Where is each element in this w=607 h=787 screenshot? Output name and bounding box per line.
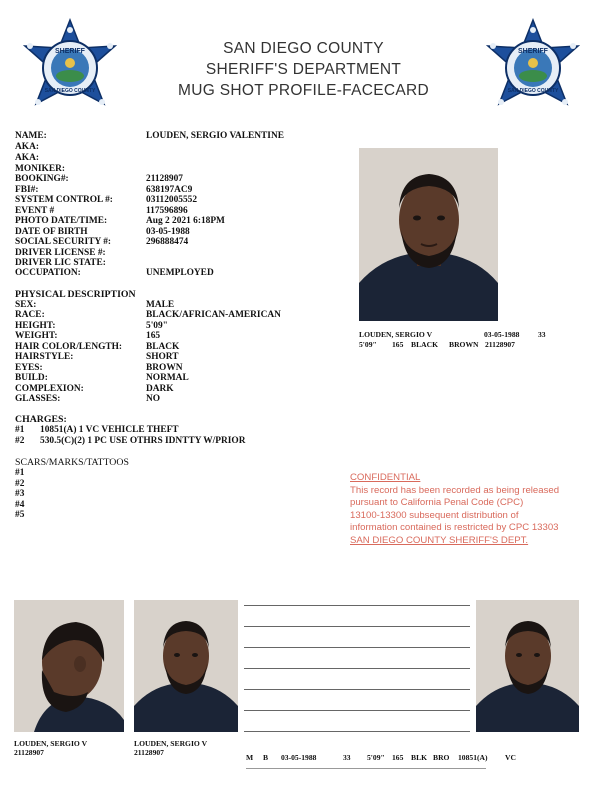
field-value-build: NORMAL (146, 373, 189, 383)
charge-text: 10851(A) 1 VC VEHICLE THEFT (40, 425, 179, 435)
field-label: SEX: (15, 300, 37, 310)
field-label: BOOKING#: (15, 174, 69, 184)
charges-heading: CHARGES: (15, 414, 67, 425)
strip-charge: 10851(A) (458, 753, 488, 762)
main-mugshot-photo (359, 148, 498, 321)
scar-item: #5 (15, 510, 25, 520)
person-front-icon (359, 148, 498, 321)
strip-divider (246, 768, 486, 769)
field-label: WEIGHT: (15, 331, 58, 341)
strip-weight: 165 (392, 753, 404, 762)
right-mugshot-photo (476, 600, 579, 732)
field-label: DRIVER LIC STATE: (15, 258, 106, 268)
field-value-event: 117596896 (146, 206, 188, 216)
field-label: HEIGHT: (15, 321, 56, 331)
main-caption-dob: 03-05-1988 (484, 330, 520, 339)
field-value-name: LOUDEN, SERGIO VALENTINE (146, 131, 284, 141)
confidential-line: information contained is restricted by CPC 13303 (350, 522, 559, 534)
field-label: AKA: (15, 153, 39, 163)
field-value-dob: 03-05-1988 (146, 227, 190, 237)
field-value-booking: 21128907 (146, 174, 183, 184)
field-label: AKA: (15, 142, 39, 152)
front-mugshot-photo (134, 600, 238, 732)
field-label: HAIRSTYLE: (15, 352, 74, 362)
confidential-line: This record has been recorded as being released (350, 484, 560, 496)
field-label: FBI#: (15, 185, 39, 195)
scar-item: #3 (15, 489, 25, 499)
field-label: BUILD: (15, 373, 48, 383)
field-label: HAIR COLOR/LENGTH: (15, 342, 123, 352)
svg-text:SAN DIEGO COUNTY: SAN DIEGO COUNTY (44, 88, 96, 94)
main-caption-weight: 165 (392, 340, 404, 349)
strip-race: B (263, 753, 269, 762)
field-label: GLASSES: (15, 394, 61, 404)
title-department: SHERIFF'S DEPARTMENT (205, 61, 402, 78)
field-label: DRIVER LICENSE #: (15, 248, 106, 258)
field-label: COMPLEXION: (15, 384, 84, 394)
main-caption-age: 33 (538, 330, 546, 339)
confidential-notice (350, 472, 559, 548)
blank-line (244, 710, 470, 711)
field-value-eyes: BROWN (146, 363, 183, 373)
field-label: DATE OF BIRTH (15, 227, 88, 237)
field-value-system-control: 03112005552 (146, 195, 198, 205)
confidential-line: 13100-13300 subsequent distribution of (350, 509, 519, 521)
scar-item: #1 (15, 468, 25, 478)
field-label: RACE: (15, 310, 45, 320)
blank-line (244, 731, 470, 732)
front-caption-booking: 21128907 (134, 748, 164, 757)
field-label: NAME: (15, 131, 47, 141)
main-caption-height: 5'09" (359, 340, 377, 349)
charge-text: 530.5(C)(2) 1 PC USE OTHRS IDNTTY W/PRIOR (40, 436, 246, 446)
field-label: SOCIAL SECURITY #: (15, 237, 112, 247)
svg-text:SAN DIEGO COUNTY: SAN DIEGO COUNTY (507, 88, 559, 94)
strip-dob: 03-05-1988 (281, 753, 317, 762)
field-label: MONIKER: (15, 164, 65, 174)
confidential-line: pursuant to California Penal Code (CPC) (350, 497, 524, 509)
scar-item: #2 (15, 479, 25, 489)
field-label: PHOTO DATE/TIME: (15, 216, 108, 226)
strip-hair: BLK (411, 753, 428, 762)
strip-sex: M (246, 753, 254, 762)
field-value-hair: BLACK (146, 342, 180, 352)
field-value-photo-date: Aug 2 2021 6:18PM (146, 216, 225, 226)
profile-caption-booking: 21128907 (14, 748, 44, 757)
field-label: EYES: (15, 363, 43, 373)
main-caption-booking: 21128907 (485, 340, 515, 349)
blank-line (244, 626, 470, 627)
front-caption-name: LOUDEN, SERGIO V (134, 739, 208, 748)
field-value-hairstyle: SHORT (146, 352, 179, 362)
svg-text:SHERIFF: SHERIFF (518, 48, 548, 55)
field-value-occupation: UNEMPLOYED (146, 268, 214, 278)
field-value-fbi: 638197AC9 (146, 185, 193, 195)
field-value-sex: MALE (146, 300, 175, 310)
field-value-complexion: DARK (146, 384, 174, 394)
field-value-race: BLACK/AFRICAN-AMERICAN (146, 310, 281, 320)
strip-age: 33 (343, 753, 351, 762)
field-label: EVENT # (15, 206, 55, 216)
blank-line (244, 605, 470, 606)
person-front-right-icon (476, 600, 579, 732)
field-value-ssn: 296888474 (146, 237, 189, 247)
physical-description-heading: PHYSICAL DESCRIPTION (15, 289, 136, 300)
confidential-line: SAN DIEGO COUNTY SHERIFF'S DEPT. (350, 534, 529, 546)
blank-line (244, 689, 470, 690)
blank-line (244, 668, 470, 669)
strip-eyes: BRO (433, 753, 450, 762)
confidential-title: CONFIDENTIAL (350, 472, 421, 483)
title-facecard: MUG SHOT PROFILE-FACECARD (178, 82, 429, 99)
main-caption-hair: BLACK (411, 340, 439, 349)
svg-text:SHERIFF: SHERIFF (55, 48, 85, 55)
profile-caption-name: LOUDEN, SERGIO V (14, 739, 88, 748)
field-value-glasses: NO (146, 394, 161, 404)
strip-code: VC (505, 753, 516, 762)
main-caption-name: LOUDEN, SERGIO V (359, 330, 433, 339)
charge-number: #1 (15, 425, 25, 435)
person-front-small-icon (134, 600, 238, 732)
field-label: SYSTEM CONTROL #: (15, 195, 113, 205)
title-county: SAN DIEGO COUNTY (223, 40, 384, 57)
scar-item: #4 (15, 500, 25, 510)
field-label: OCCUPATION: (15, 268, 81, 278)
field-value-weight: 165 (146, 331, 161, 341)
charge-number: #2 (15, 436, 25, 446)
person-profile-icon (14, 600, 124, 732)
profile-mugshot-photo (14, 600, 124, 732)
main-caption-eyes: BROWN (449, 340, 479, 349)
field-value-height: 5'09" (146, 321, 168, 331)
scars-heading: SCARS/MARKS/TATTOOS (15, 457, 129, 468)
strip-height: 5'09" (367, 753, 385, 762)
blank-line (244, 647, 470, 648)
